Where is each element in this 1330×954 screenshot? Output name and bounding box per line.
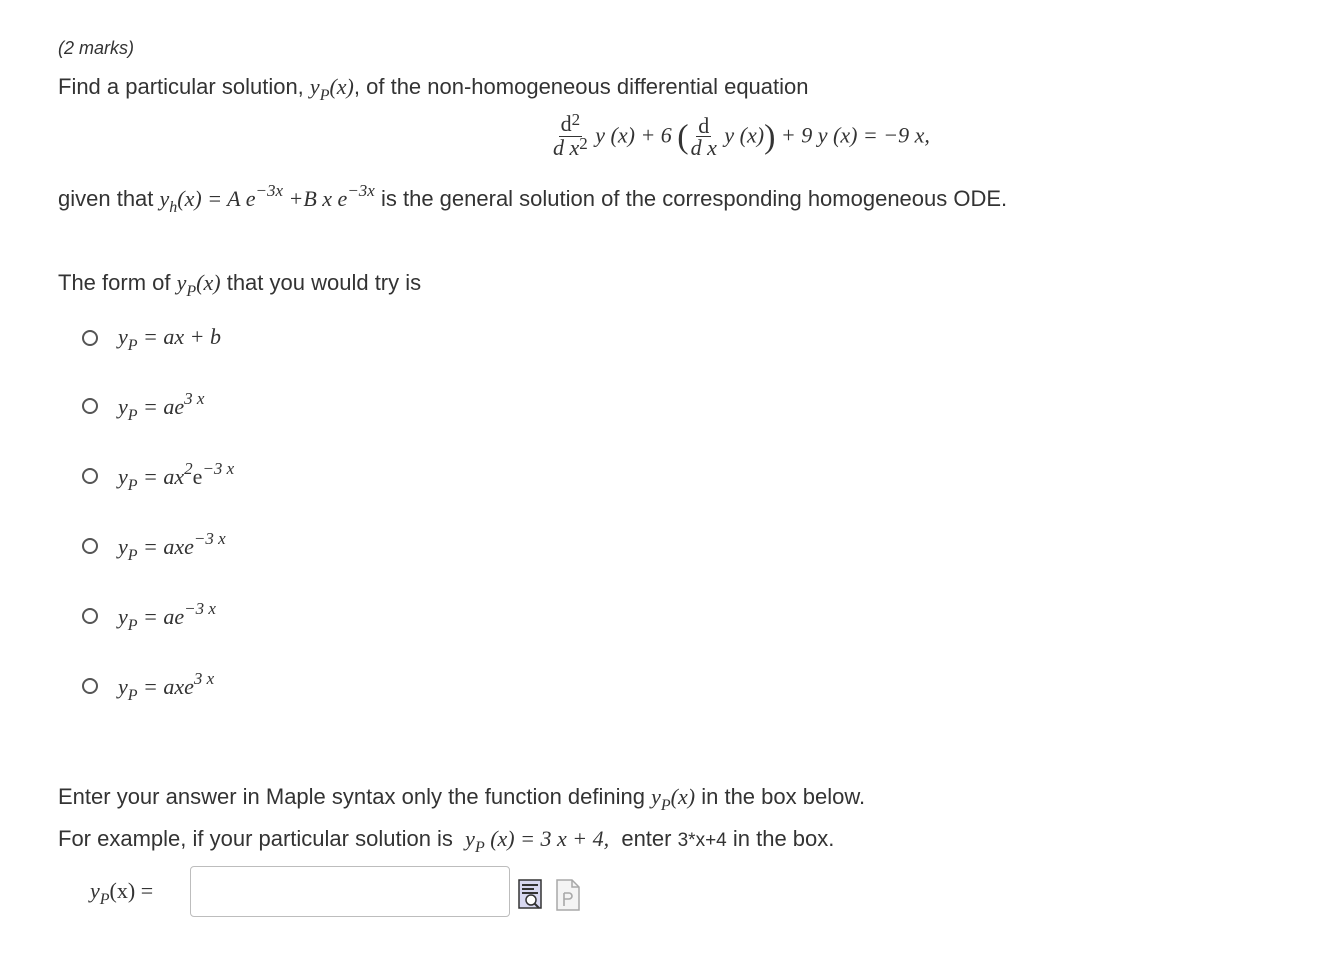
instruction-2-after: in the box. (732, 826, 835, 851)
eq-term-y: y (x) + 6 (595, 122, 672, 148)
answer-input[interactable] (190, 866, 510, 917)
option-radio-4[interactable] (82, 538, 98, 554)
question-intro (58, 74, 809, 104)
help-icon[interactable] (556, 879, 580, 916)
eq-rest: + 9 y (x) = −9 x, (780, 122, 930, 148)
given-before: given that (58, 186, 154, 211)
instruction-line-1 (58, 784, 866, 814)
option-radio-2[interactable] (82, 398, 98, 414)
differential-equation: $\frac{d^2}{d x^2}$ y (x) + 6 ( $\frac{d}{\text{d x}}$ y (x)) + 9 y (x) = −9 x, (553, 110, 930, 160)
instruction-line-2 (58, 826, 835, 856)
yp-symbol-3: $y_P(x)$ (651, 784, 696, 814)
option-label-6[interactable]: $y_P = axe^{3 x}$ (118, 669, 215, 704)
form-prompt-after: that you would try is (226, 270, 422, 295)
instruction-2-enter: enter (621, 826, 672, 851)
intro-before: Find a particular solution, (58, 74, 304, 99)
preview-icon[interactable] (518, 879, 544, 916)
eq-inner: y (x) (724, 122, 765, 148)
example-math: $y_P$ (x) = 3 x + 4, (465, 826, 610, 856)
yp-symbol-2: $y_P(x)$ (176, 270, 221, 300)
instruction-1-after: in the box below. (701, 784, 866, 809)
option-label-3[interactable]: $y_P = ax^2e^{-3 x}$ (118, 459, 235, 494)
option-label-2[interactable]: $y_P = ae^{3 x}$ (118, 389, 205, 424)
option-radio-5[interactable] (82, 608, 98, 624)
example-code: 3*x+4 (677, 830, 727, 851)
yh-expression: $y_h(x) = A$ $e^{-3x} +B$ x $e^{-3x}$ (159, 181, 375, 216)
instruction-2-before: For example, if your particular solution is (58, 826, 453, 851)
option-label-5[interactable]: $y_P = ae^{-3 x}$ (118, 599, 216, 634)
form-prompt-before: The form of (58, 270, 171, 295)
answer-label: $y_P(x)$ = (90, 878, 154, 908)
instruction-1-before: Enter your answer in Maple syntax only the function defining (58, 784, 645, 809)
first-derivative: $\frac{d}{\text{d x}}$ (690, 113, 717, 160)
option-radio-1[interactable] (82, 330, 98, 346)
option-radio-6[interactable] (82, 678, 98, 694)
given-line (58, 181, 1008, 216)
option-radio-3[interactable] (82, 468, 98, 484)
marks-label: (2 marks) (58, 38, 134, 58)
yp-symbol: $y_P(x)$ (309, 74, 354, 104)
form-prompt (58, 270, 422, 300)
second-derivative: $\frac{d^2}{d x^2}$ (553, 110, 588, 160)
option-label-1[interactable]: $y_P$ = ax + b (118, 324, 222, 354)
given-after: is the general solution of the corresponding homogeneous ODE. (380, 186, 1008, 211)
option-label-4[interactable]: $y_P = axe^{-3 x}$ (118, 529, 226, 564)
intro-after: , of the non-homogeneous differential equation (353, 74, 809, 99)
